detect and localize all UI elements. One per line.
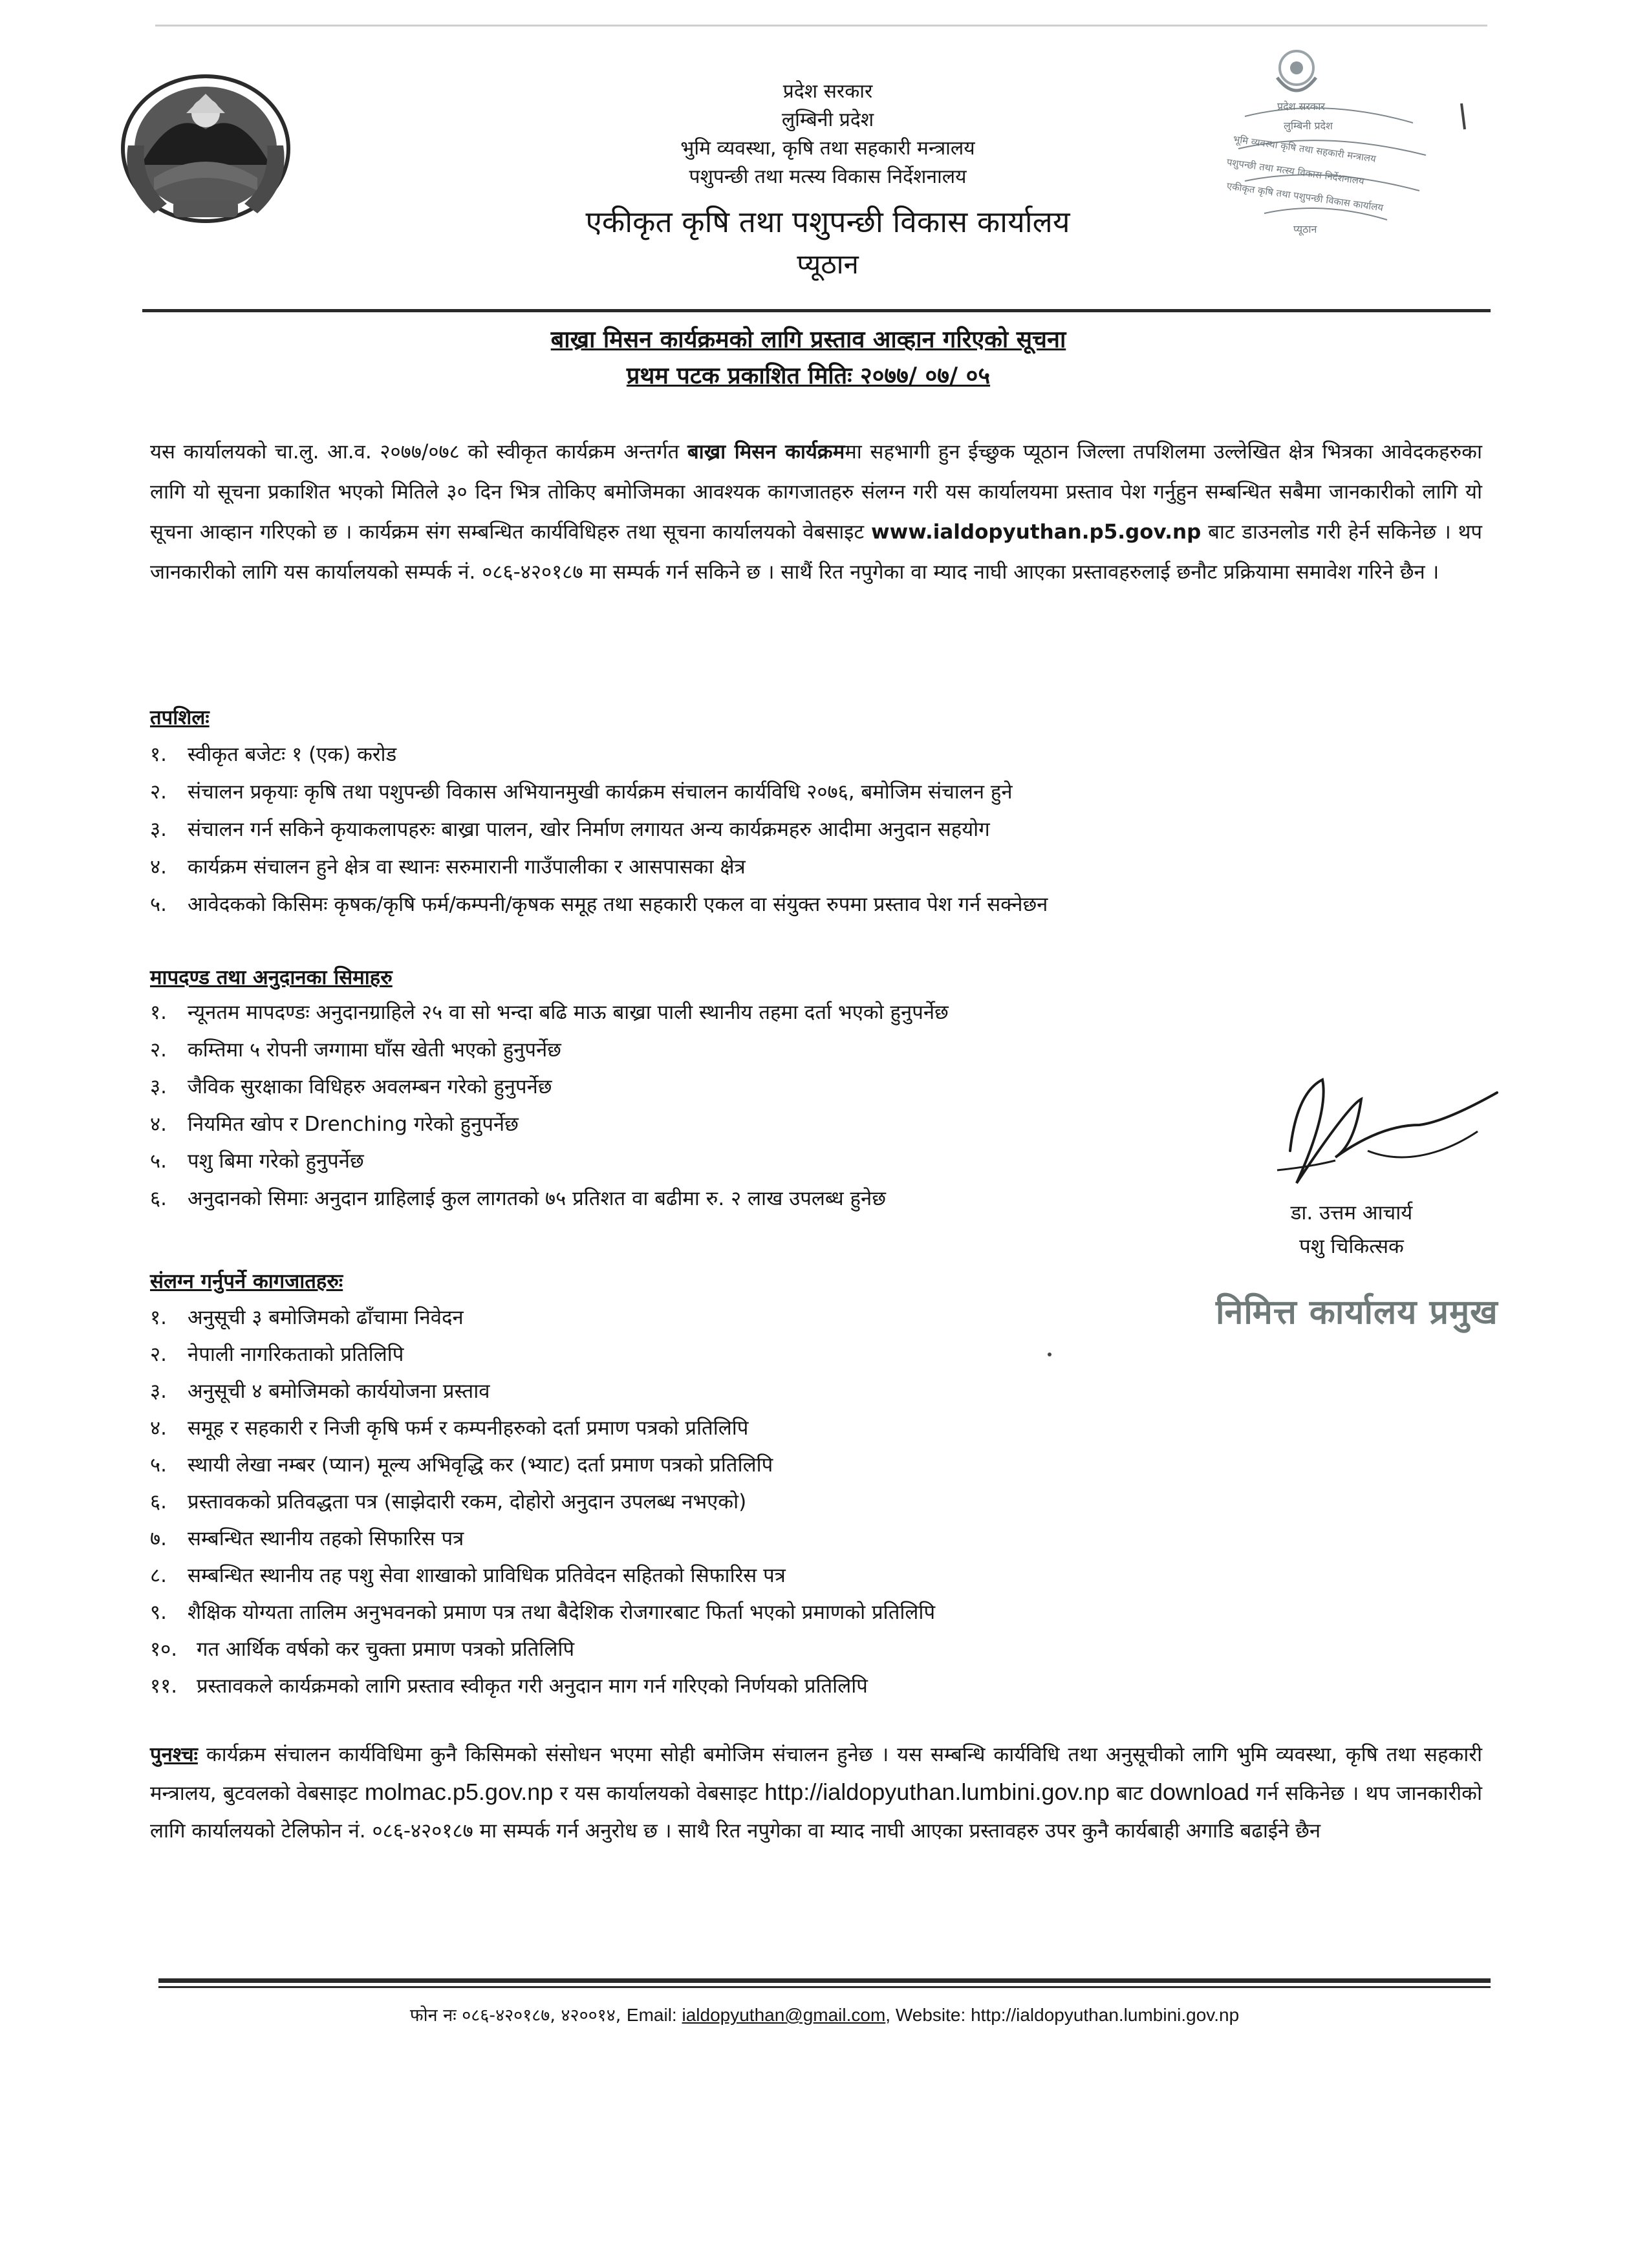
list-text: स्वीकृत बजेटः १ (एक) करोड [188,743,397,766]
list-text: स्थायी लेखा नम्बर (प्यान) मूल्य अभिवृद्धि कर (भ्याट) दर्ता प्रमाण पत्रको प्रतिलिपि [188,1453,773,1477]
documents-list [150,1300,1327,1705]
svg-text:भूमि व्यवस्था कृषि तथा सहकारी: भूमि व्यवस्था कृषि तथा सहकारी मन्त्रालय [1232,133,1377,165]
svg-text:प्रदेश सरकार: प्रदेश सरकार [1277,100,1325,112]
documents-heading: संलग्न गर्नुपर्ने कागजातहरुः [150,1270,343,1293]
list-item [150,1143,1327,1181]
signatory-designation: पशु चिकित्सक [1299,1235,1404,1258]
list-number: ७. [150,1527,167,1550]
list-number: ५. [150,1150,167,1173]
list-text: पशु बिमा गरेको हुनुपर्नेछ [188,1150,364,1173]
list-text: अनुदानको सिमाः अनुदान ग्राहिलाई कुल लागतको ७५ प्रतिशत वा बढीमा रु. २ लाख उपलब्ध हुनेछ [188,1186,886,1210]
list-number: ५. [150,1453,167,1477]
list-item [150,994,1327,1032]
list-item [150,1032,1327,1069]
list-text: गत आर्थिक वर्षको कर चुक्ता प्रमाण पत्रको प्रतिलिपि [197,1638,575,1661]
header-ministry: भुमि व्यवस्था, कृषि तथा सहकारी मन्त्रालय [680,137,975,160]
header-province: लुम्बिनी प्रदेश [781,109,874,131]
postscript-paragraph [150,1736,1482,1850]
svg-text:एकीकृत कृषि तथा पशुपन्छी विकास: एकीकृत कृषि तथा पशुपन्छी विकास कार्यालय [1225,180,1385,214]
list-item [150,1069,1327,1106]
list-text: अनुसूची ४ बमोजिमको कार्ययोजना प्रस्ताव [188,1380,490,1403]
scan-edge-line [155,25,1487,27]
list-text: अनुसूची ३ बमोजिमको ढाँचामा निवेदन [188,1306,464,1329]
notice-title-block [388,322,1229,394]
list-text: नियमित खोप र Drenching गरेको हुनुपर्नेछ [188,1112,519,1136]
list-number: ३. [150,1380,167,1403]
svg-text:प्यूठान: प्यूठान [1293,223,1317,235]
ministry-website: molmac.p5.gov.np [364,1779,554,1805]
scan-dot [1048,1353,1051,1356]
footer-divider-thick [158,1978,1491,1983]
list-item [150,1521,1327,1557]
list-item [150,1373,1327,1410]
list-number: ३. [150,818,167,841]
list-item [150,811,1327,848]
list-number: ४. [150,855,167,879]
list-text: सम्बन्धित स्थानीय तह पशु सेवा शाखाको प्राविधिक प्रतिवेदन सहितको सिफारिस पत्र [188,1564,786,1587]
list-text: समूह र सहकारी र निजी कृषि फर्म र कम्पनीहरुको दर्ता प्रमाण पत्रको प्रतिलिपि [188,1417,749,1440]
list-number: ९. [150,1601,167,1624]
list-text: प्रस्तावकको प्रतिवद्धता पत्र (साझेदारी रकम, दोहोरो अनुदान उपलब्ध नभएको) [188,1490,747,1514]
postscript-label: पुनश्चः [150,1743,198,1766]
list-item [150,1336,1327,1373]
tapsil-heading: तपशिलः [150,706,210,729]
intro-text-1: यस कार्यालयको चा.लु. आ.व. २०७७/०७८ को स्वीकृत कार्यक्रम अन्तर्गत [150,440,687,464]
intro-text-3: बाट डाउनलोड गरी हेर्न सकिनेछ । थप जानकारीको लागि यस कार्यालयको सम्पर्क नं. ०८६-४२०१८७ मा सम्पर्क गर्न सकिने छ । साथैं रित नपुगेका वा म्याद नाघी आएका प्रस्तावहरुलाई छनौट प्रक्रियामा समावेश गरिने छैन । [150,520,1482,584]
list-number: १. [150,743,167,766]
list-item [150,1557,1327,1594]
list-number: ११. [150,1674,178,1698]
office-place: प्यूठान [797,248,859,280]
list-item [150,1410,1327,1447]
footer-email-link[interactable]: ialdopyuthan@gmail.com [682,2005,886,2025]
list-item [150,773,1327,811]
svg-text:पशुपन्छी तथा मत्स्य विकास निर्: पशुपन्छी तथा मत्स्य विकास निर्देशनालय [1225,156,1365,187]
header-directorate: पशुपन्छी तथा मत्स्य विकास निर्देशनालय [689,166,967,188]
list-text: कार्यक्रम संचालन हुने क्षेत्र वा स्थानः सरुमारानी गाउँपालीका र आसपासका क्षेत्र [188,855,746,879]
list-number: ६. [150,1490,167,1514]
list-number: ६. [150,1186,167,1210]
office-website: http://ialdopyuthan.lumbini.gov.np [764,1779,1110,1805]
list-item [150,848,1327,886]
footer-website-label: , Website: [885,2005,971,2025]
list-item [150,1484,1327,1521]
publish-date: प्रथम पटक प्रकाशित मितिः २०७७/ ०७/ ०५ [626,363,991,389]
list-item [150,1181,1327,1218]
intro-paragraph [150,432,1482,592]
list-item [150,1631,1327,1668]
postscript-text-1: कार्यक्रम संचालन कार्यविधिमा कुनै किसिमको संसोधन भएमा सोही बमोजिम संचालन हुनेछ । यस सम्बन्धि कार्यविधि तथा अनुसूचीको लागि भुमि व्यवस्था, कृषि तथा सहकारी मन्त्रालय, बुटवलको वेबसाइट [150,1743,1482,1805]
list-text: संचालन गर्न सकिने कृयाकलापहरुः बाख्रा पालन, खोर निर्माण लगायत अन्य कार्यक्रमहरु आदीमा अनुदान सहयोग [188,818,990,841]
list-number: १. [150,1306,167,1329]
list-item [150,1447,1327,1484]
tapsil-list [150,736,1327,923]
svg-text:लुम्बिनी प्रदेश: लुम्बिनी प्रदेश [1284,120,1333,132]
criteria-list [150,994,1327,1217]
footer-divider-thin [158,1986,1491,1988]
list-item [150,886,1327,923]
list-number: १. [150,1001,167,1024]
office-chief-stamp: निमित्त कार्यालय प्रमुख [1216,1293,1498,1332]
footer-website-link[interactable]: http://ialdopyuthan.lumbini.gov.np [971,2005,1240,2025]
footer-phone: फोन नः ०८६-४२०१८७, ४२००१४, [409,2006,627,2026]
intro-text-2: मा सहभागी हुन ईच्छुक प्यूठान जिल्ला तपशिलमा उल्लेखित क्षेत्र भित्रका आवेदकहरुका लागि यो सूचना प्रकाशित भएको मितिले ३० दिन भित्र तोकिए बमोजिमका आवश्यक कागजातहरु संलग्न गरी यस कार्यालयमा प्रस्ताव पेश गर्नुहुन सम्बन्धित सबैमा जानकारीको लागि यो सूचना आव्हान गरिएको छ । कार्यक्रम संग सम्बन्धित कार्यविधिहरु तथा सूचना कार्यालयको वेबसाइट [150,440,1482,544]
header-govt: प्रदेश सरकार [782,80,873,103]
list-text: न्यूनतम मापदण्डः अनुदानग्राहिले २५ वा सो भन्दा बढि माऊ बाख्रा पाली स्थानीय तहमा दर्ता भएको हुनुपर्नेछ [188,1001,949,1024]
criteria-heading: मापदण्ड तथा अनुदानका सिमाहरु [150,966,393,989]
list-item [150,1594,1327,1631]
footer-contact [158,2001,1491,2030]
list-text: सम्बन्धित स्थानीय तहको सिफारिस पत्र [188,1527,464,1550]
intro-website: www.ialdopyuthan.p5.gov.np [871,520,1202,544]
footer-email-label: Email: [626,2005,682,2025]
list-text: शैक्षिक योग्यता तालिम अनुभवनको प्रमाण पत्र तथा बैदेशिक रोजगारबाट फिर्ता भएको प्रमाणको प्रतिलिपि [188,1601,936,1624]
list-number: ३. [150,1075,167,1098]
list-text: प्रस्तावकले कार्यक्रमको लागि प्रस्ताव स्वीकृत गरी अनुदान माग गर्न गरिएको निर्णयको प्रतिलिपि [197,1674,868,1698]
header-divider [142,309,1491,312]
list-text: जैविक सुरक्षाका विधिहरु अवलम्बन गरेको हुनुपर्नेछ [188,1075,552,1098]
list-number: ५. [150,893,167,916]
list-number: १०. [150,1638,178,1661]
intro-program-name: बाख्रा मिसन कार्यक्रम [687,440,845,464]
signature-icon [1251,1054,1510,1215]
office-seal-icon [1167,39,1471,272]
download-word: download [1149,1779,1250,1805]
list-number: २. [150,780,167,804]
postscript-text-3: बाट [1109,1782,1150,1805]
list-item [150,1106,1327,1144]
list-text: संचालन प्रकृयाः कृषि तथा पशुपन्छी विकास अभियानमुखी कार्यक्रम संचालन कार्यविधि २०७६, बमोजिम संचालन हुने [188,780,1013,804]
list-number: ४. [150,1112,167,1136]
list-text: कम्तिमा ५ रोपनी जग्गामा घाँस खेती भएको हुनुपर्नेछ [188,1038,561,1062]
list-number: २. [150,1038,167,1062]
list-item [150,1300,1327,1336]
postscript-text-4: गर्न सकिनेछ । थप जानकारीको लागि कार्यालयको टेलिफोन नं. ०८६-४२०१८७ मा सम्पर्क गर्न अनुरोध छ । साथै रित नपुगेका वा म्याद नाघी आएका प्रस्तावहरु उपर कुनै कार्यबाही अगाडि बढाईने छैन [150,1782,1482,1843]
list-number: २. [150,1343,167,1366]
list-text: आवेदकको किसिमः कृषक/कृषि फर्म/कम्पनी/कृषक समूह तथा सहकारी एकल वा संयुक्त रुपमा प्रस्ताव पेश गर्न सक्नेछन [188,893,1048,916]
list-item [150,736,1327,773]
letterhead [504,78,1151,286]
list-item [150,1668,1327,1705]
notice-title: बाख्रा मिसन कार्यक्रमको लागि प्रस्ताव आव्हान गरिएको सूचना [550,326,1066,353]
signatory-name: डा. उत्तम आचार्य [1290,1201,1413,1225]
postscript-text-2: र यस कार्यालयको वेबसाइट [553,1782,765,1805]
list-text: नेपाली नागरिकताको प्रतिलिपि [188,1343,404,1366]
nepal-emblem-icon [115,68,296,230]
list-number: ४. [150,1417,167,1440]
signatory-block [1255,1196,1449,1263]
office-name: एकीकृत कृषि तथा पशुपन्छी विकास कार्यालय [585,204,1070,239]
list-number: ८. [150,1564,167,1587]
